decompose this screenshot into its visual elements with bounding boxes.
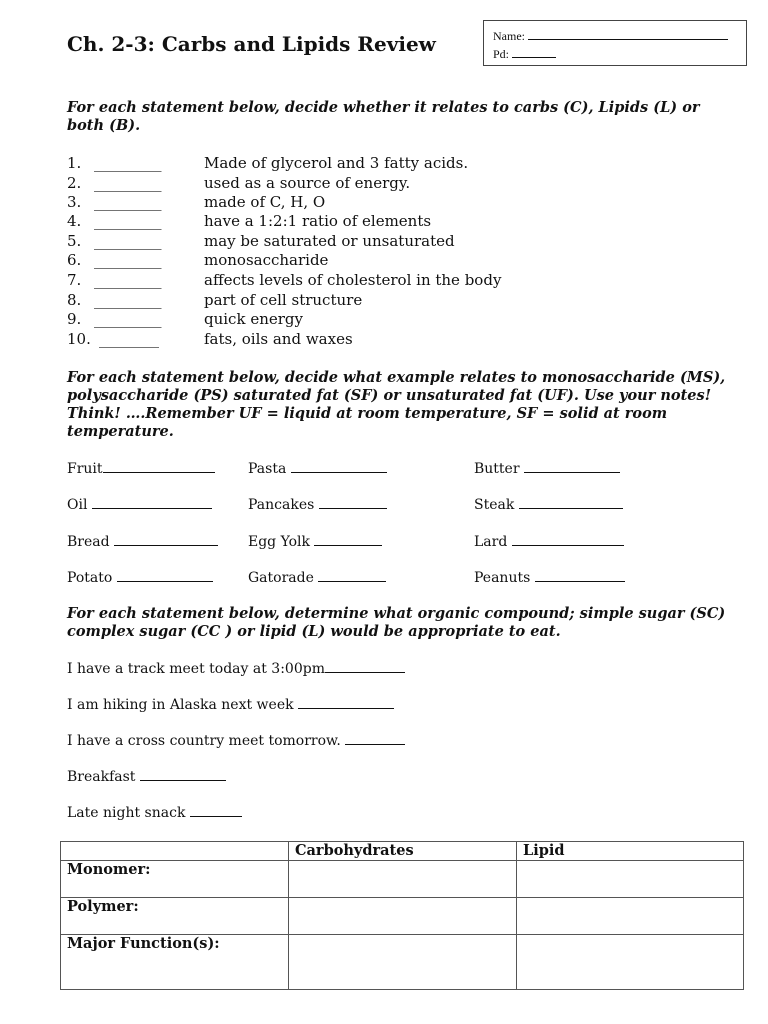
answer-line[interactable] [319,496,387,509]
list-item-number: 1. [67,154,82,172]
answer-cell[interactable] [517,861,744,898]
list-item-text: fats, oils and waxes [204,330,353,348]
row-label: Polymer: [61,898,289,935]
list-item-number: 5. [67,232,82,250]
food-item [474,496,623,513]
scenario-item [67,732,405,749]
section1-instructions: For each statement below, decide whether it relates to carbs (C), Lipids (L) or both (B). [67,99,700,134]
table-header-cell: Lipid [517,842,744,861]
food-label: Egg Yolk [248,534,311,550]
answer-line[interactable] [512,533,624,546]
answer-line[interactable] [325,660,405,673]
answer-blank[interactable]: _________ [94,193,162,211]
food-item [248,496,387,513]
period-label: Pd: [493,47,510,61]
name-field[interactable] [528,27,728,40]
scenario-item [67,768,226,785]
list-item-number: 8. [67,291,82,309]
scenario-text: I am hiking in Alaska next week [67,697,294,713]
food-label: Potato [67,570,113,586]
food-label: Pancakes [248,497,315,513]
answer-blank[interactable]: _________ [94,271,162,289]
food-label: Steak [474,497,515,513]
answer-line[interactable] [291,460,387,473]
list-item-number: 6. [67,251,82,269]
answer-line[interactable] [190,804,242,817]
food-item [474,460,620,477]
list-item-number: 7. [67,271,82,289]
list-item-text: may be saturated or unsaturated [204,232,455,250]
list-item-text: quick energy [204,310,303,328]
food-item [248,533,382,550]
answer-blank[interactable]: _________ [94,232,162,250]
list-item-text: made of C, H, O [204,193,326,211]
answer-line[interactable] [140,768,226,781]
scenario-text: I have a track meet today at 3:00pm [67,661,325,677]
answer-line[interactable] [114,533,218,546]
name-label: Name: [493,29,525,43]
food-label: Pasta [248,461,287,477]
list-item-number: 3. [67,193,82,211]
food-label: Oil [67,497,88,513]
row-label: Monomer: [61,861,289,898]
answer-blank[interactable]: _________ [94,174,162,192]
food-item [67,569,213,586]
list-item-text: monosaccharide [204,251,329,269]
food-label: Bread [67,534,110,550]
answer-cell[interactable] [289,861,517,898]
scenario-item [67,660,405,677]
scenario-item [67,804,242,821]
answer-line[interactable] [345,732,405,745]
answer-line[interactable] [92,496,212,509]
name-period-box [483,20,747,66]
answer-line[interactable] [314,533,382,546]
list-item-text: have a 1:2:1 ratio of elements [204,212,432,230]
food-item [248,569,386,586]
answer-blank[interactable]: _________ [94,310,162,328]
food-label: Gatorade [248,570,314,586]
food-item [474,569,625,586]
answer-cell[interactable] [289,935,517,990]
list-item-text: affects levels of cholesterol in the body [204,271,502,289]
food-label: Butter [474,461,520,477]
answer-line[interactable] [103,460,215,473]
food-item [67,496,212,513]
answer-blank[interactable]: _________ [94,154,162,172]
answer-blank[interactable]: _________ [94,291,162,309]
answer-blank[interactable]: ________ [99,330,159,348]
table-row [61,898,744,935]
list-item-number: 4. [67,212,82,230]
table-row [61,861,744,898]
answer-line[interactable] [519,496,623,509]
comparison-table [60,841,744,990]
list-item-text: Made of glycerol and 3 fatty acids. [204,154,469,172]
answer-cell[interactable] [289,898,517,935]
scenario-text: I have a cross country meet tomorrow. [67,733,341,749]
row-label: Major Function(s): [61,935,289,990]
table-header-cell [61,842,289,861]
period-field[interactable] [512,45,556,58]
food-item [248,460,387,477]
answer-line[interactable] [535,569,625,582]
list-item-text: used as a source of energy. [204,174,411,192]
food-item [474,533,624,550]
section2-instructions: For each statement below, decide what example relates to monosaccharide (MS), polysaccharide (PS) saturated fat (SF) or unsaturated fat (UF). Use your notes! Think! ….Remember UF = liquid at room temperature, SF = solid at room temperature. [67,369,726,440]
answer-line[interactable] [524,460,620,473]
answer-line[interactable] [318,569,386,582]
table-header-row [61,842,744,861]
food-label: Peanuts [474,570,531,586]
list-item-number: 2. [67,174,82,192]
answer-line[interactable] [298,696,394,709]
page-title: Ch. 2-3: Carbs and Lipids Review [67,32,436,56]
table-header-cell: Carbohydrates [289,842,517,861]
answer-line[interactable] [117,569,213,582]
list-item-text: part of cell structure [204,291,363,309]
scenario-text: Breakfast [67,769,136,785]
scenario-text: Late night snack [67,805,186,821]
food-item [67,460,215,477]
answer-cell[interactable] [517,935,744,990]
food-item [67,533,218,550]
answer-cell[interactable] [517,898,744,935]
table-row [61,935,744,990]
section3-instructions: For each statement below, determine what organic compound; simple sugar (SC) complex sugar (CC ) or lipid (L) would be appropriate to eat. [67,605,726,640]
answer-blank[interactable]: _________ [94,251,162,269]
list-item-number: 9. [67,310,82,328]
food-label: Lard [474,534,508,550]
food-label: Fruit [67,461,103,477]
list-item-number: 10. [67,330,91,348]
scenario-item [67,696,394,713]
answer-blank[interactable]: _________ [94,212,162,230]
